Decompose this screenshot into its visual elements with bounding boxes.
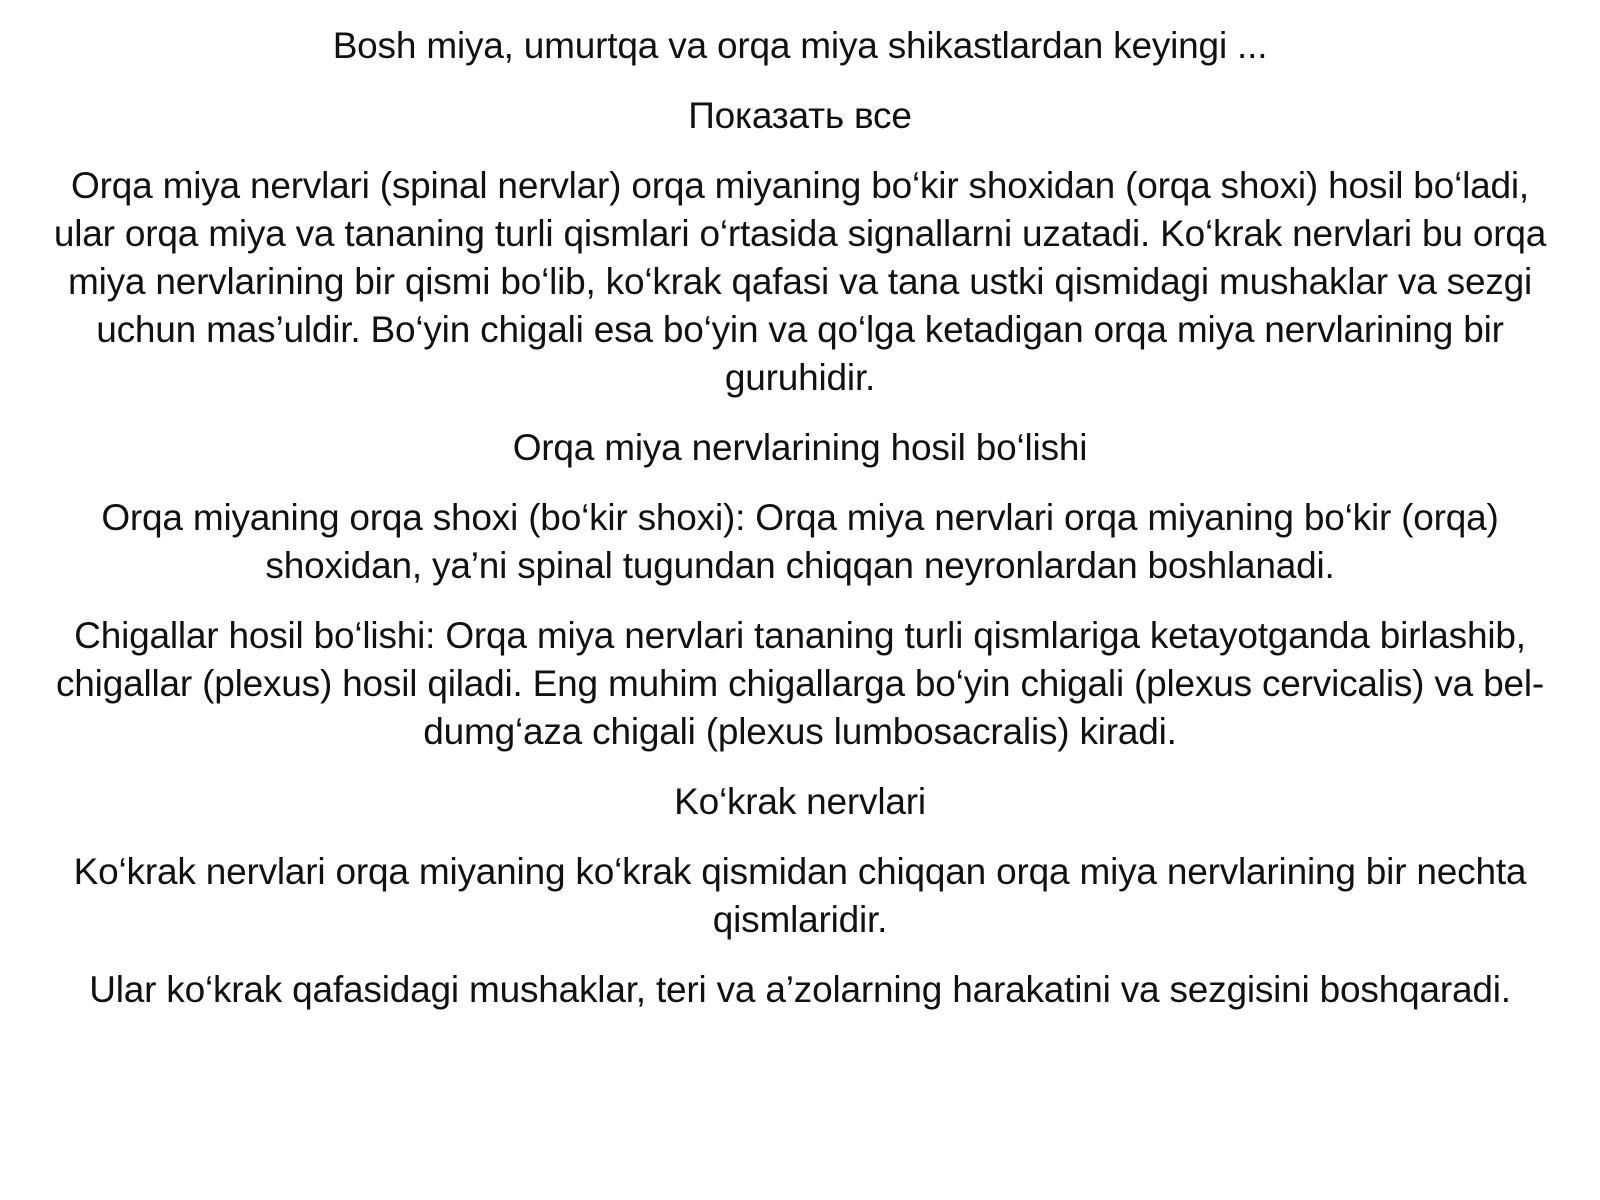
section-heading-thoracic-nerves: Ko‘krak nervlari (674, 781, 926, 822)
paragraph-plexus-formation: Chigallar hosil bo‘lishi: Orqa miya nervlari tananing turli qismlariga ketayotganda birlashib, chigallar (plexus) hosil qiladi. Eng muhim chigallarga bo‘yin chigali (plexus cervicalis) va bel-dumg‘aza chigali (plexus lumbosacralis) kiradi. (56, 615, 1544, 752)
section-heading-spinal-nerves: Orqa miya nervlarining hosil bo‘lishi (512, 427, 1088, 468)
paragraph-intro: Orqa miya nervlari (spinal nervlar) orqa miyaning bo‘kir shoxidan (orqa shoxi) hosil bo‘ladi, ular orqa miya va tananing turli qismlari o‘rtasida signallarni uzatadi. Ko‘krak nervlari bu orqa miya nervlarining bir qismi bo‘lib, ko‘krak qafasi va tana ustki qismidagi mushaklar va sezgi uchun mas’uldir. Bo‘yin chigali esa bo‘yin va qo‘lga ketadigan orqa miya nervlarining bir guruhidir. (53, 165, 1547, 398)
document-title: Bosh miya, umurtqa va orqa miya shikastlardan keyingi ... (332, 25, 1268, 66)
paragraph-thoracic-nerves: Ko‘krak nervlari orqa miyaning ko‘krak qismidan chiqqan orqa miya nervlarining bir nechta qismlaridir. (73, 851, 1527, 940)
show-all-link[interactable]: Показать все (688, 95, 912, 136)
paragraph-dorsal-horn: Orqa miyaning orqa shoxi (bo‘kir shoxi): Orqa miya nervlari orqa miyaning bo‘kir (orqa) shoxidan, ya’ni spinal tugundan chiqqan neyronlardan boshlanadi. (101, 497, 1499, 586)
paragraph-thoracic-function: Ular ko‘krak qafasidagi mushaklar, teri va a’zolarning harakatini va sezgisini boshqaradi. (89, 969, 1511, 1010)
